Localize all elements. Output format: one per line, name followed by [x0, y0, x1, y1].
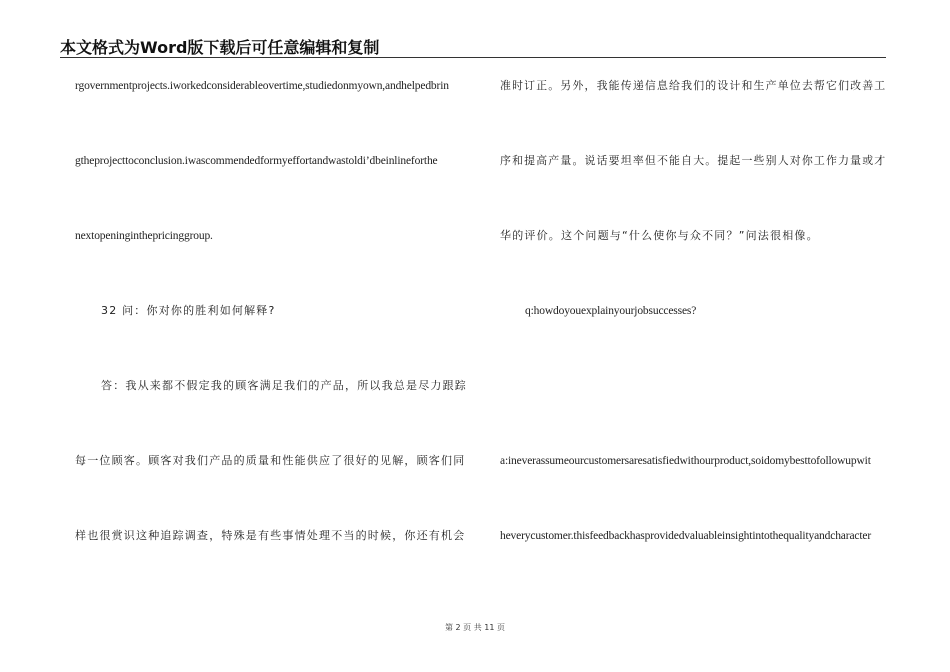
left-answer-line-2: 每一位顾客。顾客对我们产品的质量和性能供应了很好的见解，顾客们同	[75, 454, 466, 467]
right-question-heading: q:howdoyouexplainyourjobsuccesses?	[525, 305, 697, 317]
right-line-1: 准时订正。另外，我能传递信息给我们的设计和生产单位去帮它们改善工	[500, 79, 887, 92]
left-question-heading: 32 问：你对你的胜利如何解释?	[101, 304, 276, 317]
document-header-title: 本文格式为Word版下载后可任意编辑和复制	[60, 38, 380, 57]
page-indicator: 第 2 页 共 11 页	[445, 623, 505, 632]
left-answer-line-1: 答：我从来都不假定我的顾客满足我们的产品，所以我总是尽力跟踪	[101, 379, 467, 392]
right-line-2: 序和提高产量。说话要坦率但不能自大。提起一些别人对你工作力量或才	[500, 154, 887, 167]
left-line-2: gtheprojecttoconclusion.iwascommendedformyeffortandwastoldi’dbeinlineforthe	[75, 155, 438, 167]
left-answer-line-3: 样也很赏识这种追踪调查，特殊是有些事情处理不当的时候，你还有机会	[75, 529, 466, 542]
left-line-1: rgovernmentprojects.iworkedconsiderableovertime,studiedonmyown,andhelpedbrin	[75, 80, 449, 92]
right-answer-line-1: a:ineverassumeourcustomersaresatisfiedwithourproduct,soidomybesttofollowupwit	[500, 455, 871, 467]
right-line-3: 华的评价。这个问题与“什么使你与众不同？”问法很相像。	[500, 229, 819, 242]
left-line-3: nextopeninginthepricinggroup.	[75, 230, 213, 242]
right-answer-line-2: heverycustomer.thisfeedbackhasprovidedvaluableinsightintothequalityandcharacter	[500, 530, 872, 542]
header-divider	[60, 57, 886, 58]
